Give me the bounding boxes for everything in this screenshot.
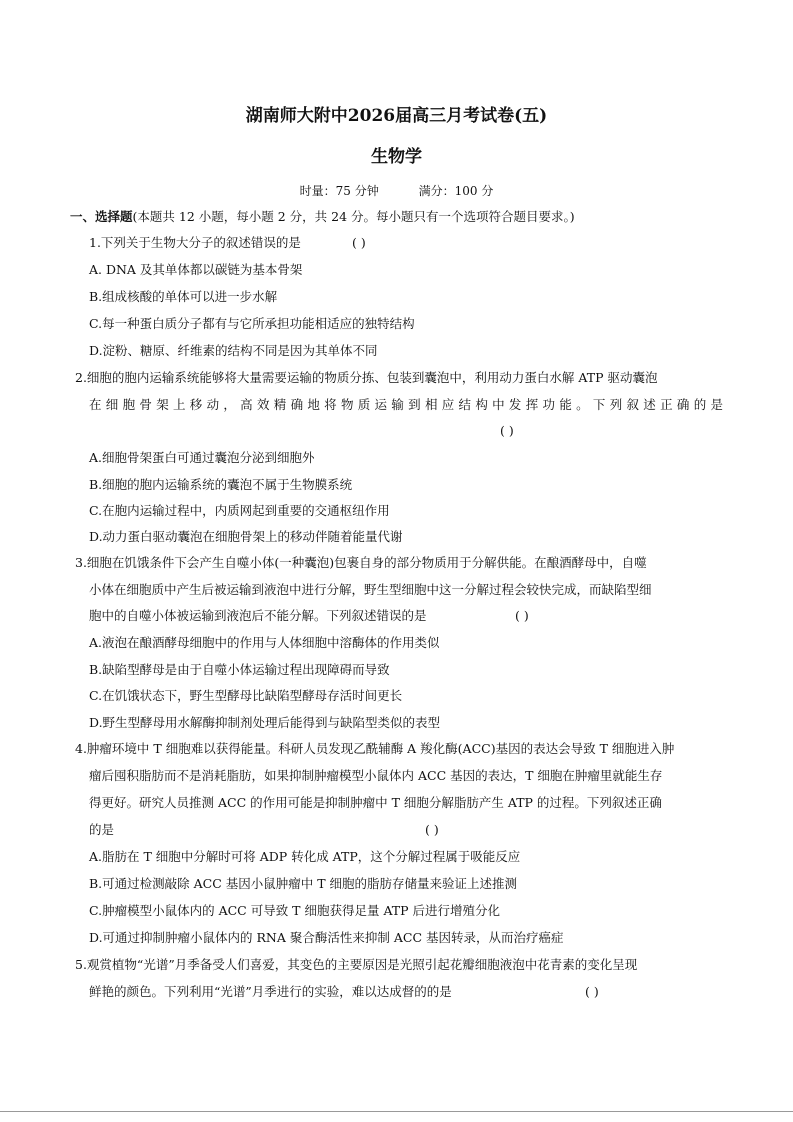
subject-title: 生物学 — [371, 147, 422, 167]
footer-divider — [0, 1111, 793, 1112]
question-1-option-d: D.淀粉、糖原、纤维素的结构不同是因为其单体不同 — [89, 343, 378, 358]
question-4-answer-paren: ( ) — [425, 822, 439, 837]
question-3-option-d: D.野生型酵母用水解酶抑制剂处理后能得到与缺陷型类似的表型 — [89, 715, 441, 730]
question-4-stem-line-1: 4.肿瘤环境中 T 细胞难以获得能量。科研人员发现乙酰辅酶 A 羧化酶(ACC)基因的表达会导致 T 细胞进入肿 — [75, 741, 675, 756]
question-3-option-b: B.缺陷型酵母是由于自噬小体运输过程出现障碍而导致 — [89, 662, 390, 677]
question-2-option-a: A.细胞骨架蛋白可通过囊泡分泌到细胞外 — [89, 450, 315, 465]
question-2-option-b: B.细胞的胞内运输系统的囊泡不属于生物膜系统 — [89, 477, 353, 492]
section-heading — [70, 209, 575, 225]
question-1-answer-paren: ( ) — [352, 235, 366, 250]
question-4-stem-line-2: 瘤后囤积脂肪而不是消耗脂肪，如果抑制肿瘤模型小鼠体内 ACC 基因的表达，T 细胞在肿瘤里就能生存 — [89, 768, 663, 783]
question-3-option-c: C.在饥饿状态下，野生型酵母比缺陷型酵母存活时间更长 — [89, 688, 403, 703]
question-4-option-c: C.肿瘤模型小鼠体内的 ACC 可导致 T 细胞获得足量 ATP 后进行增殖分化 — [89, 903, 501, 918]
exam-title: 湖南师大附中2026届高三月考试卷(五) — [245, 106, 548, 126]
question-2-option-c: C.在胞内运输过程中，内质网起到重要的交通枢纽作用 — [89, 503, 390, 518]
question-3-stem-line-1: 3.细胞在饥饿条件下会产生自噬小体(一种囊泡)包裹自身的部分物质用于分解供能。在酿酒酵母中，自噬 — [75, 555, 647, 570]
question-2-answer-paren: ( ) — [500, 423, 514, 438]
question-2-stem-line-2: 在细胞骨架上移动，高效精确地将物质运输到相应结构中发挥功能。下列叙述正确的是 — [89, 397, 723, 412]
question-3-stem-line-3: 胞中的自噬小体被运输到液泡后不能分解。下列叙述错误的是 — [89, 608, 427, 623]
question-4-option-a: A.脂肪在 T 细胞中分解时可将 ADP 转化成 ATP，这个分解过程属于吸能反应 — [89, 849, 521, 864]
question-3-stem-line-2: 小体在细胞质中产生后被运输到液泡中进行分解，野生型细胞中这一分解过程会较快完成，而缺陷型细 — [89, 582, 652, 597]
question-4-stem-line-3: 得更好。研究人员推测 ACC 的作用可能是抑制肿瘤中 T 细胞分解脂肪产生 ATP 的过程。下列叙述正确 — [89, 795, 662, 810]
question-1-option-b: B.组成核酸的单体可以进一步水解 — [89, 289, 278, 304]
question-5-stem-line-2: 鲜艳的颜色。下列利用“光谱”月季进行的实验，难以达成督的的是 — [89, 984, 452, 999]
time-limit: 时量：75 分钟 — [299, 184, 379, 198]
question-3-answer-paren: ( ) — [515, 608, 529, 623]
question-5-answer-paren: ( ) — [585, 984, 599, 999]
question-5-stem-line-1: 5.观赏植物“光谱”月季备受人们喜爱，其变色的主要原因是光照引起花瓣细胞液泡中花青素的变化呈现 — [75, 957, 638, 972]
section-label: 一、选择题 — [70, 209, 133, 224]
question-3-option-a: A.液泡在酿酒酵母细胞中的作用与人体细胞中溶酶体的作用类似 — [89, 635, 440, 650]
question-4-option-b: B.可通过检测敲除 ACC 基因小鼠肿瘤中 T 细胞的脂肪存储量来验证上述推测 — [89, 876, 518, 891]
question-1-option-c: C.每一种蛋白质分子都有与它所承担功能相适应的独特结构 — [89, 316, 415, 331]
full-score: 满分：100 分 — [418, 184, 494, 198]
question-1-option-a: A. DNA 及其单体都以碳链为基本骨架 — [89, 262, 303, 277]
section-note: (本题共 12 小题，每小题 2 分，共 24 分。每小题只有一个选项符合题目要求。) — [132, 209, 575, 224]
question-4-option-d: D.可通过抑制肿瘤小鼠体内的 RNA 聚合酶活性来抑制 ACC 基因转录，从而治疗癌症 — [89, 930, 564, 945]
question-1-stem: 1.下列关于生物大分子的叙述错误的是 — [89, 235, 301, 250]
question-2-option-d: D.动力蛋白驱动囊泡在细胞骨架上的移动伴随着能量代谢 — [89, 529, 403, 544]
exam-meta — [0, 182, 793, 199]
question-4-stem-line-4: 的是 — [89, 822, 115, 837]
question-2-stem-line-1: 2.细胞的胞内运输系统能够将大量需要运输的物质分拣、包装到囊泡中，利用动力蛋白水解 ATP 驱动囊泡 — [75, 370, 658, 385]
